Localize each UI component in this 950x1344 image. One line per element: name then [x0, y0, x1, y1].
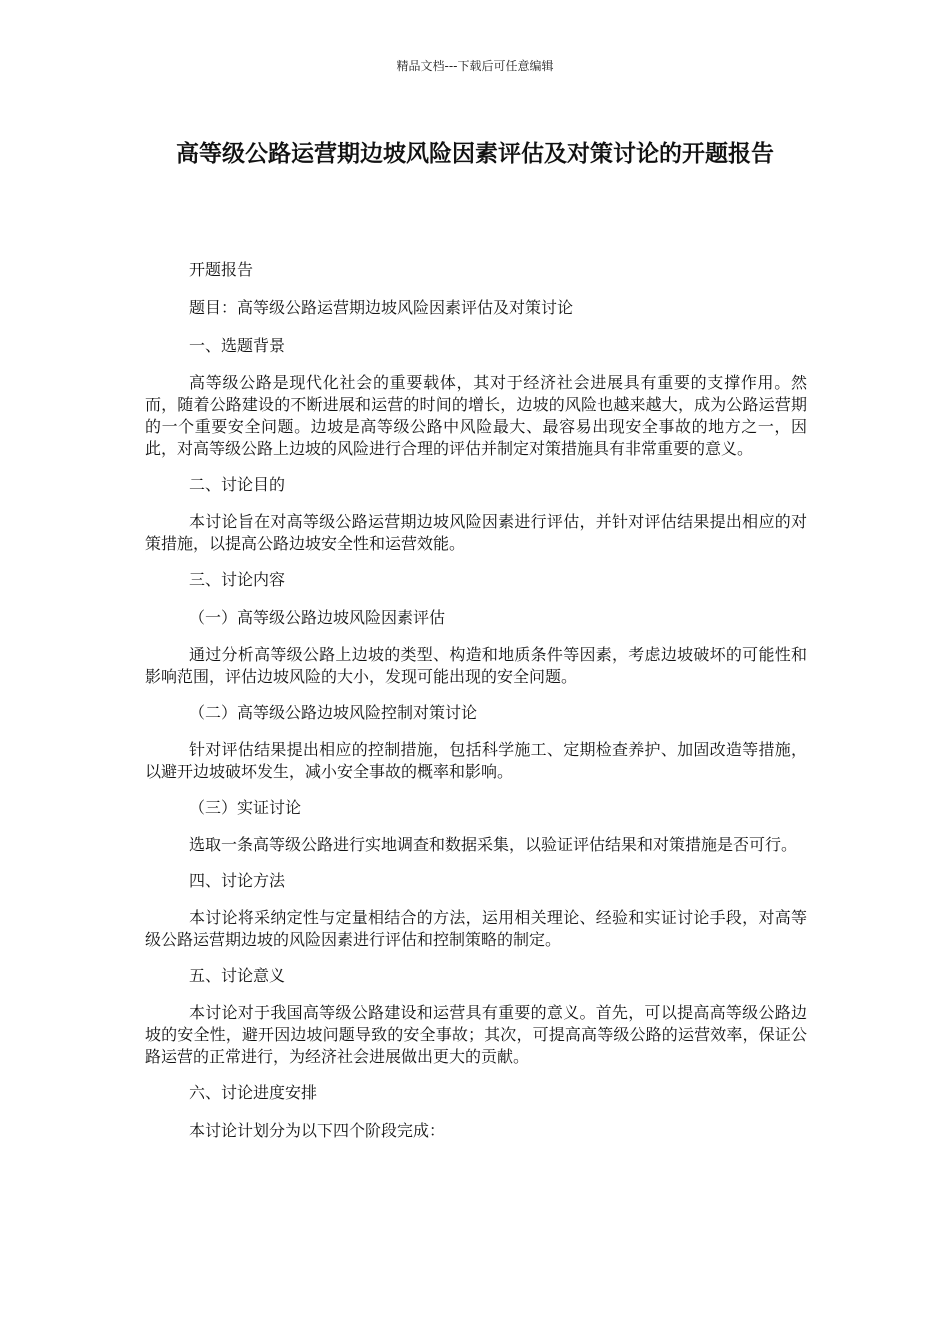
- section-heading: 六、讨论进度安排: [189, 1083, 318, 1102]
- section-heading: 五、讨论意义: [189, 966, 286, 985]
- document-title: 高等级公路运营期边坡风险因素评估及对策讨论的开题报告: [176, 141, 774, 167]
- header-note: 精品文档---下载后可任意编辑: [396, 59, 554, 73]
- subsection-heading: （二）高等级公路边坡风险控制对策讨论: [189, 703, 478, 722]
- paragraph: 本讨论对于我国高等级公路建设和运营具有重要的意义。首先，可以提高高等级公路边坡的安全性，避开因边坡问题导致的安全事故；其次，可提高高等级公路的运营效率，保证公路运营的正常进行，为经济社会进展做出更大的贡献。: [145, 1003, 807, 1066]
- subsection-heading: （三）实证讨论: [189, 798, 302, 817]
- section-heading: 三、讨论内容: [189, 570, 286, 589]
- report-label: 开题报告: [189, 260, 254, 279]
- paragraph: 通过分析高等级公路上边坡的类型、构造和地质条件等因素，考虑边坡破坏的可能性和影响范围，评估边坡风险的大小，发现可能出现的安全问题。: [145, 645, 807, 686]
- paragraph: 选取一条高等级公路进行实地调查和数据采集，以验证评估结果和对策措施是否可行。: [189, 835, 798, 854]
- paragraph: 针对评估结果提出相应的控制措施，包括科学施工、定期检查养护、加固改造等措施，以避开边坡破坏发生，减小安全事故的概率和影响。: [145, 740, 807, 781]
- paragraph: 本讨论将采纳定性与定量相结合的方法，运用相关理论、经验和实证讨论手段，对高等级公路运营期边坡的风险因素进行评估和控制策略的制定。: [145, 908, 807, 949]
- topic-line: 题目：高等级公路运营期边坡风险因素评估及对策讨论: [189, 298, 574, 317]
- paragraph: 本讨论旨在对高等级公路运营期边坡风险因素进行评估，并针对评估结果提出相应的对策措施，以提高公路边坡安全性和运营效能。: [145, 512, 807, 553]
- section-heading: 二、讨论目的: [189, 475, 286, 494]
- schedule-intro: 本讨论计划分为以下四个阶段完成：: [189, 1121, 446, 1140]
- subsection-heading: （一）高等级公路边坡风险因素评估: [189, 608, 446, 627]
- paragraph: 高等级公路是现代化社会的重要载体，其对于经济社会进展具有重要的支撑作用。然而，随着公路建设的不断进展和运营的时间的增长，边坡的风险也越来越大，成为公路运营期的一个重要安全问题。边坡是高等级公路中风险最大、最容易出现安全事故的地方之一，因此，对高等级公路上边坡的风险进行合理的评估并制定对策措施具有非常重要的意义。: [145, 373, 807, 458]
- section-heading: 一、选题背景: [189, 336, 286, 355]
- section-heading: 四、讨论方法: [189, 871, 286, 890]
- document-body: [145, 258, 807, 1157]
